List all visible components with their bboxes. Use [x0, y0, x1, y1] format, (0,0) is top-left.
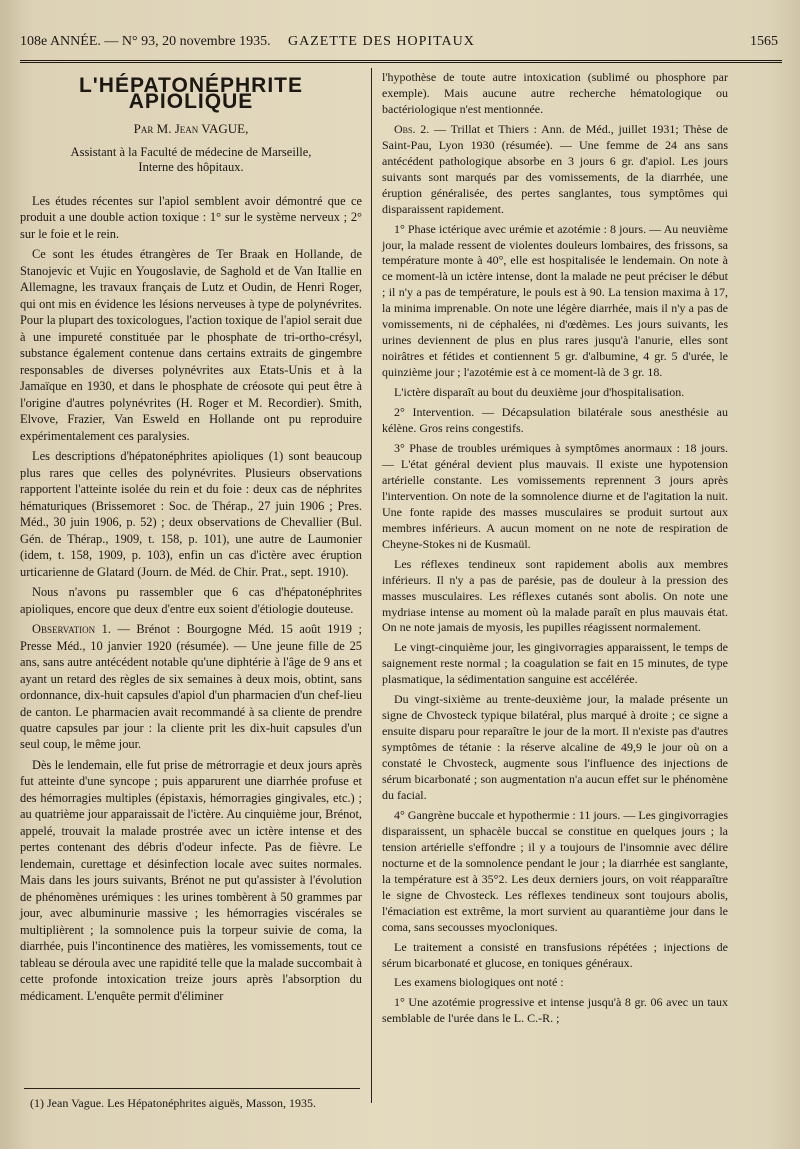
paragraph: Le traitement a consisté en transfusions répétées ; injections de sérum bicarbonaté et glucose, en toniques généraux.	[382, 939, 728, 970]
paragraph: Les études récentes sur l'apiol semblent avoir démontré que ce produit a une double action toxique : 1° sur le système nerveux ; 2° sur le foie et le rein.	[20, 193, 362, 241]
paragraph: Du vingt-sixième au trente-deuxième jour, la malade présente un signe de Chvosteck typique bilatéral, plus marqué à droite ; ce signe a ensuite disparu pour reparaître le jour de la mort. Il n'existe pas d'autres symptômes de tétanie : la réserve alcaline de 49,9 le jour où on a constaté le Chvosteck, augmente sous l'influence des injections de sérum bicarbonaté ; son augmentation n'a aucun effet sur le phénomène du facial.	[382, 692, 728, 802]
paragraph: 1° Phase ictérique avec urémie et azotémie : 8 jours. — Au neuvième jour, la malade ressent de violentes douleurs lombaires, des frissons, sa température monte à 40°, elle est hospitalisée le lendemain. On note à ce moment-là un ictère intense, dont la malade ne peut préciser le début ; il n'y a pas de température, le pouls est à 90. La tension maxima à 17, la minima imprenable. On note une légère diarrhée, mais il n'y a pas de vomissements, ni de céphalées, ni d'œdèmes. Les jours suivants, les urines deviennent de plus en plus rares jusqu'à l'anurie, elles sont noirâtres et fétides et contiennent 5 gr. d'albumine, 4 gr. 5 d'urée, le quinzième jour ; l'azotémie est à ce moment-là de 3 gr. 18.	[382, 221, 728, 380]
article-title: L'HÉPATONÉPHRITE APIOLIQUE	[78, 74, 303, 114]
left-column	[20, 68, 362, 1008]
issue-line: 108e ANNÉE. — N° 93, 20 novembre 1935.	[20, 34, 271, 49]
paragraph: Les examens biologiques ont noté :	[394, 975, 564, 990]
byline	[20, 121, 362, 175]
paragraph: Les réflexes tendineux sont rapidement abolis aux membres inférieurs. Il n'y a pas de parésie, pas de douleur à la pression des masses musculaires. Les réflexes cutanés sont abolis. On note une mydriase intense au moment où la malade paraît en plus mauvais état. On ne note jamais de myosis, les pupilles réagissent normalement.	[382, 556, 728, 635]
footnote: (1) Jean Vague. Les Hépatonéphrites aiguës, Masson, 1935.	[30, 1096, 317, 1110]
paragraph: 3° Phase de troubles urémiques à symptômes anormaux : 18 jours. — L'état général devient plus mauvais. Il existe une hypotension artérielle constante. Les vomissements reprennent 3 jours après l'intervention. On note de la somnolence diurne et de l'agitation la nuit. Une fonte rapide des masses musculaires se produit surtout aux membres inférieurs. A aucun moment on ne note de respiration de Cheyne-Stokes ni de Kusmaül.	[382, 440, 728, 551]
header-rule	[20, 60, 782, 63]
footnote-rule	[24, 1088, 360, 1089]
observation-label: Observation 1.	[32, 622, 111, 637]
paragraph: Les descriptions d'hépatonéphrites apioliques (1) sont beaucoup plus rares que celles des polynévrites. Plusieurs observations rapportent l'atteinte isolée du rein et du foie : deux cas de néphrites hématuriques (Brissemoret : Soc. de Thérap., 27 juin 1906 ; Pres. Méd., 30 juin 1906, p. 52) ; deux observations de Chevallier (Bul. Gén. de Thérap., 1909, t. 158, p. 101), une autre de Laumonier (idem, t. 158, 1909, p. 103), enfin un cas d'ictère avec éruption urticarienne de Glatard (Journ. de Méd. de Chir. Prat., sept. 1910).	[20, 449, 362, 579]
paragraph: Nous n'avons pu rassembler que 6 cas d'hépatonéphrites apioliques, encore que deux d'entre eux soient d'étiologie douteuse.	[20, 585, 362, 616]
observation-text: — Trillat et Thiers : Ann. de Méd., juillet 1931; Thèse de Saint-Pau, Lyon 1930 (résumée). — Une femme de 24 ans sans antécédent pathologique absorbe en 3 jours 6 gr. d'apiol. Les jours suivants sont marqués par des vomissements, de la diarrhée, une éruption généralisée, des pertes sanglantes, tous symptômes qui disparaissent rapidement.	[382, 121, 729, 216]
paragraph: 2° Intervention. — Décapsulation bilatérale sous anesthésie au kélène. Gros reins congestifs.	[382, 405, 728, 436]
page-number: 1565	[750, 34, 778, 49]
paragraph: Ce sont les études étrangères de Ter Braak en Hollande, de Stanojevic et Vujic en Yougoslavie, de Saghold et de Van Itallie en Allemagne, les travaux français de Lutz et Oudin, de Henri Roger, qui ont mis en évidence les lésions nerveuses à type de polynévrites. Pour la plupart des toxicologues, l'action toxique de l'apiol serait due à une impureté constituée par le phosphate de tri-ortho-crésyl, substance également contenue dans certains extraits de gingembre responsables de diverses polynévrites aux Etats-Unis et à la Jamaïque en 1930, et dans le phosphate de créosote qui peut être à l'origine d'autres polynévrites (H. Roger et M. Recordier). Smith, Elvove, Frazier, Van Esweld en Hollande ont pu reproduire expérimentalement ces paralysies.	[20, 247, 362, 443]
paragraph: Dès le lendemain, elle fut prise de métrorragie et deux jours après fut atteinte d'une syncope ; puis apparurent une diarrhée profuse et des hémorragies multiples (épistaxis, hémorragies gingivales, etc.) ; au quatrième jour apparaissait de l'ictère. Au cinquième jour, Brénot, appelé, trouvait la malade prostrée avec un ictère intense et des pertes contenant des débris d'odeur infecte. Pas de fièvre. Le lendemain, curettage et désinfection locale avec suites normales. Mais dans les jours suivants, Brénot ne put qu'assister à l'évolution de phénomènes urémiques : les urines tombèrent à 50 grammes par jour, avec albuminurie massive ; les hémorragies viscérales se multiplièrent ; la somnolence puis la torpeur suivie de coma, la diarrhée, puis l'incontinence des matières, les vomissements, tout ce tableau se déroula avec une rapidité telle que la malade succombait à cette profonde intoxication treize jours après l'absorption du médicament. L'enquête permit d'éliminer	[20, 757, 362, 1003]
observation-text: — Brénot : Bourgogne Méd. 15 août 1919 ; Presse Méd., 10 janvier 1920 (résumée). — Une jeune fille de 25 ans, sans autre antécédent notable qu'une diphtérie à l'âge de 9 ans et ayant un retard des règles de six semaines à deux mois, obtint, sans ordonnance, dix-huit capsules d'apiol d'un pharmacien d'un chef-lieu de canton. Le pharmacien avait recommandé à sa cliente de prendre quatre capsules par jour : la cliente prit les dix-huit capsules d'un seul coup, le même jour.	[20, 622, 362, 752]
journal-name: GAZETTE DES HOPITAUX	[288, 34, 475, 49]
paragraph: Le vingt-cinquième jour, les gingivorragies apparaissent, le temps de saignement reste normal ; la coagulation se fait en 15 minutes, de type plasmatique, la sédimentation sanguine est accélérée.	[382, 640, 728, 687]
column-divider	[371, 68, 372, 1103]
author: Par M. Jean VAGUE,	[133, 120, 249, 136]
affiliation-2: Interne des hôpitaux.	[138, 159, 244, 174]
observation-2	[382, 122, 728, 218]
page-header	[20, 34, 778, 56]
paragraph: l'hypothèse de toute autre intoxication (sublimé ou phosphore par exemple). Mais aucune autre recherche hématologique ou bactériologique n'est mentionnée.	[382, 70, 728, 116]
paragraph: 1° Une azotémie progressive et intense jusqu'à 8 gr. 06 avec un taux semblable de l'urée dans le L. C.-R. ;	[382, 995, 728, 1026]
paragraph: L'ictère disparaît au bout du deuxième jour d'hospitalisation.	[394, 385, 685, 400]
paragraph: 4° Gangrène buccale et hypothermie : 11 jours. — Les gingivorragies disparaissent, un sphacèle buccal se constitue en quelques jours ; la tension artérielle s'effondre ; il y a toujours de l'insomnie avec délire nocturne et de la somnolence pendant le jour ; la diarrhée est sanglante, la température est à 35°2. Les deux derniers jours, on voit réapparaître le signe de Chvosteck. Les réflexes tendineux sont toujours abolis, l'émaciation est extrême, la mort survient au quarantième jour dans le coma, sans secousses myocloniques.	[382, 807, 728, 934]
observation-1	[20, 621, 362, 753]
affiliation-1: Assistant à la Faculté de médecine de Marseille,	[70, 144, 312, 159]
right-column	[382, 70, 728, 1031]
observation-label: Obs. 2.	[394, 121, 430, 136]
